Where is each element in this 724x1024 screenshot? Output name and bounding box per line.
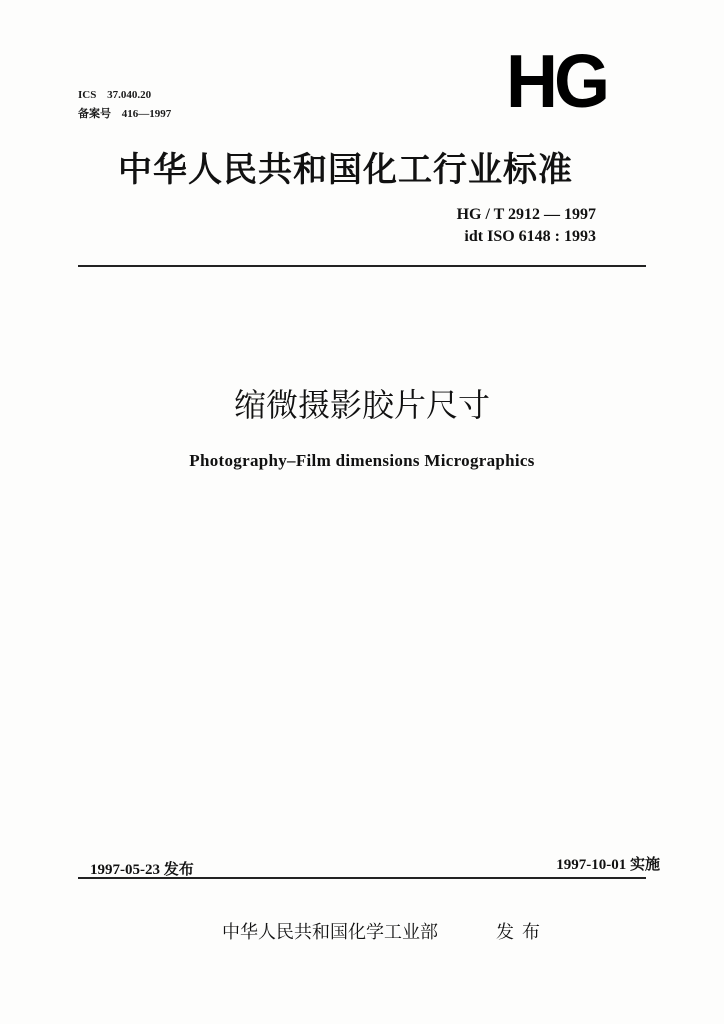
standard-idt: idt ISO 6148 : 1993 (464, 228, 596, 245)
record-label: 备案号 (78, 108, 111, 120)
document-title-chinese: 缩微摄影胶片尺寸 (233, 386, 490, 424)
record-row (78, 105, 179, 124)
standard-codes (457, 204, 596, 248)
ics-label: ICS (78, 89, 97, 101)
ics-row (78, 86, 179, 105)
standard-code: HG / T 2912 — 1997 (456, 206, 596, 223)
document-title-english: Photography–Film dimensions Micrographics (189, 451, 535, 470)
implementation-date: 1997-10-01 实施 (556, 857, 660, 873)
top-divider (78, 265, 646, 267)
org-title: 中华人民共和国化工行业标准 (118, 150, 573, 190)
publish-label: 发布 (496, 922, 548, 943)
issue-date: 1997-05-23 发布 (90, 862, 194, 878)
bottom-divider (78, 877, 646, 879)
classification-block (78, 86, 179, 124)
publisher: 中华人民共和国化学工业部 (222, 922, 438, 943)
record-value: 416—1997 (121, 108, 172, 120)
ics-value: 37.040.20 (107, 89, 152, 101)
hg-logo: HG (506, 40, 606, 124)
